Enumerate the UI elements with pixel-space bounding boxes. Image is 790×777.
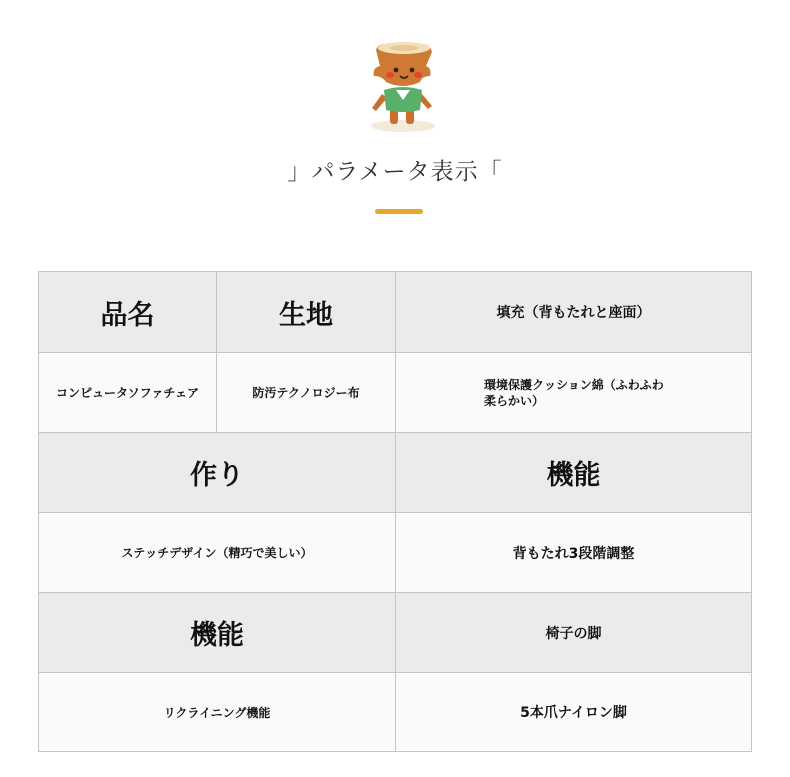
section-title: 」パラメータ表示「 (287, 159, 503, 185)
label-construction: 作り (39, 433, 396, 513)
value-construction: ステッチデザイン（精巧で美しい） (39, 513, 396, 593)
value-chair-legs: 5本爪ナイロン脚 (396, 673, 751, 751)
value-function-2: リクライニング機能 (39, 673, 396, 751)
spec-table (38, 271, 752, 752)
title-underline (375, 209, 423, 214)
value-fabric: 防汚テクノロジー布 (217, 353, 396, 433)
label-function-2: 機能 (39, 593, 396, 673)
tree-stump-mascot-icon (360, 36, 446, 136)
label-fabric: 生地 (217, 272, 396, 353)
label-function: 機能 (396, 433, 751, 513)
label-filling: 填充（背もたれと座面） (396, 272, 751, 353)
label-chair-legs: 椅子の脚 (396, 593, 751, 673)
label-product-name: 品名 (39, 272, 217, 353)
value-function: 背もたれ3段階調整 (396, 513, 751, 593)
value-filling: 環境保護クッション綿（ふわふわ柔らかい） (396, 353, 751, 433)
value-product-name: コンピュータソファチェア (39, 353, 217, 433)
